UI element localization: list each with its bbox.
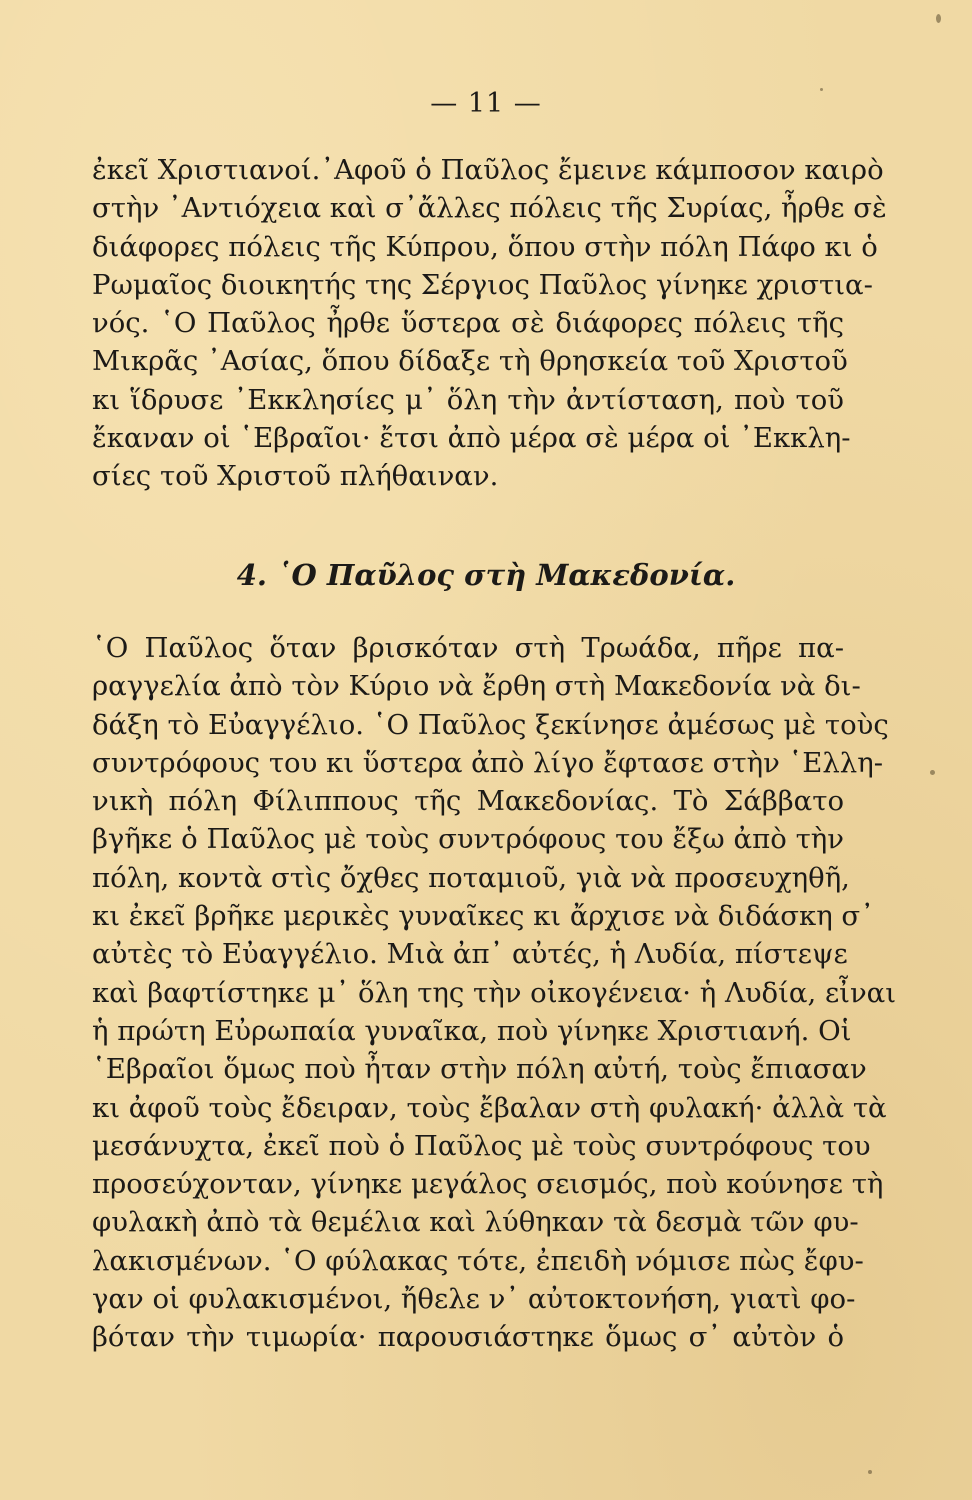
text-line: συντρόφους του κι ὕστερα ἀπὸ λίγο ἔφτασε στὴν ῾Ελλη- [92,746,884,779]
text-line: κι ἐκεῖ βρῆκε μερικὲς γυναῖκες κι ἄρχισε νὰ διδάσκη σ᾿ [92,900,874,933]
text-line: καὶ βαφτίστηκε μ᾿ ὅλη της τὴν οἰκογένεια· ἡ Λυδία, εἶναι [92,976,897,1009]
text-line: νός. ῾Ο Παῦλος ἦρθε ὕστερα σὲ διάφορες πόλεις τῆς [92,307,844,340]
text-line: νικὴ πόλη Φίλιππους τῆς Μακεδονίας. Τὸ Σάββατο [92,785,844,818]
text-line: στὴν ᾿Αντιόχεια καὶ σ᾿ἄλλες πόλεις τῆς Συρίας, ἦρθε σὲ [92,192,887,225]
text-line: ἐκεῖ Χριστιανοί.᾿Αφοῦ ὁ Παῦλος ἔμεινε κάμποσον καιρὸ [92,154,884,186]
paragraph-1 [92,151,887,496]
text-line: Ρωμαῖος διοικητής της Σέργιος Παῦλος γίνηκε χριστια- [92,268,873,301]
text-line: κι ἵδρυσε ᾿Εκκλησίες μ᾿ ὅλη τὴν ἀντίσταση, ποὺ τοῦ [92,383,844,416]
text-line: ῾Εβραῖοι ὅμως ποὺ ἦταν στὴν πόλη αὐτή, τοὺς ἔπιασαν [92,1053,867,1086]
text-line: ραγγελία ἀπὸ τὸν Κύριο νὰ ἔρθη στὴ Μακεδονία νὰ δι- [92,670,861,703]
text-line: σίες τοῦ Χριστοῦ πλήθαιναν. [92,460,499,493]
text-line: μεσάνυχτα, ἐκεῖ ποὺ ὁ Παῦλος μὲ τοὺς συντρόφους του [92,1129,871,1162]
text-line: ἡ πρώτη Εὐρωπαία γυναῖκα, ποὺ γίνηκε Χριστιανή. Οἱ [92,1014,852,1047]
text-line: βγῆκε ὁ Παῦλος μὲ τοὺς συντρόφους του ἔξω ἀπὸ τὴν [92,823,844,856]
text-line: προσεύχονταν, γίνηκε μεγάλος σεισμός, ποὺ κούνησε τὴ [92,1168,884,1201]
paper-speck [820,88,823,91]
paper-speck [930,770,935,775]
text-line: βόταν τὴν τιμωρία· παρουσιάστηκε ὅμως σ᾿ αὐτὸν ὁ [92,1321,844,1354]
text-line: αὐτὲς τὸ Εὐαγγέλιο. Μιὰ ἀπ᾿ αὐτές, ἡ Λυδία, πίστεψε [92,938,848,971]
paper-speck [868,1470,872,1474]
section-heading: 4. ῾Ο Παῦλος στὴ Μακεδονία. [236,558,736,592]
text-line: κι ἀφοῦ τοὺς ἔδειραν, τοὺς ἔβαλαν στὴ φυλακή· ἀλλὰ τὰ [92,1091,887,1124]
paper-speck [936,14,941,23]
paragraph-2 [92,629,897,1357]
text-line: Μικρᾶς ᾿Ασίας, ὅπου δίδαξε τὴ θρησκεία τοῦ Χριστοῦ [92,345,848,378]
text-line: διάφορες πόλεις τῆς Κύπρου, ὅπου στὴν πόλη Πάφο κι ὁ [92,230,878,263]
text-line: πόλη, κοντὰ στὶς ὄχθες ποταμιοῦ, γιὰ νὰ προσευχηθῆ, [92,861,850,894]
text-line: φυλακὴ ἀπὸ τὰ θεμέλια καὶ λύθηκαν τὰ δεσμὰ τῶν φυ- [92,1206,859,1239]
text-line: λακισμένων. ῾Ο φύλακας τότε, ἐπειδὴ νόμισε πὼς ἔφυ- [92,1244,864,1277]
page-number: — 11 — [430,88,542,119]
text-line: ἔκαναν οἱ ῾Εβραῖοι· ἔτσι ἀπὸ μέρα σὲ μέρα οἱ ᾿Εκκλη- [92,422,851,455]
text-line: γαν οἱ φυλακισμένοι, ἤθελε ν᾿ αὐτοκτονήση, γιατὶ φο- [92,1283,856,1316]
text-line: δάξη τὸ Εὐαγγέλιο. ῾Ο Παῦλος ξεκίνησε ἀμέσως μὲ τοὺς [92,708,889,741]
text-line: ῾Ο Παῦλος ὅταν βρισκόταν στὴ Τρωάδα, πῆρε πα- [92,632,844,664]
